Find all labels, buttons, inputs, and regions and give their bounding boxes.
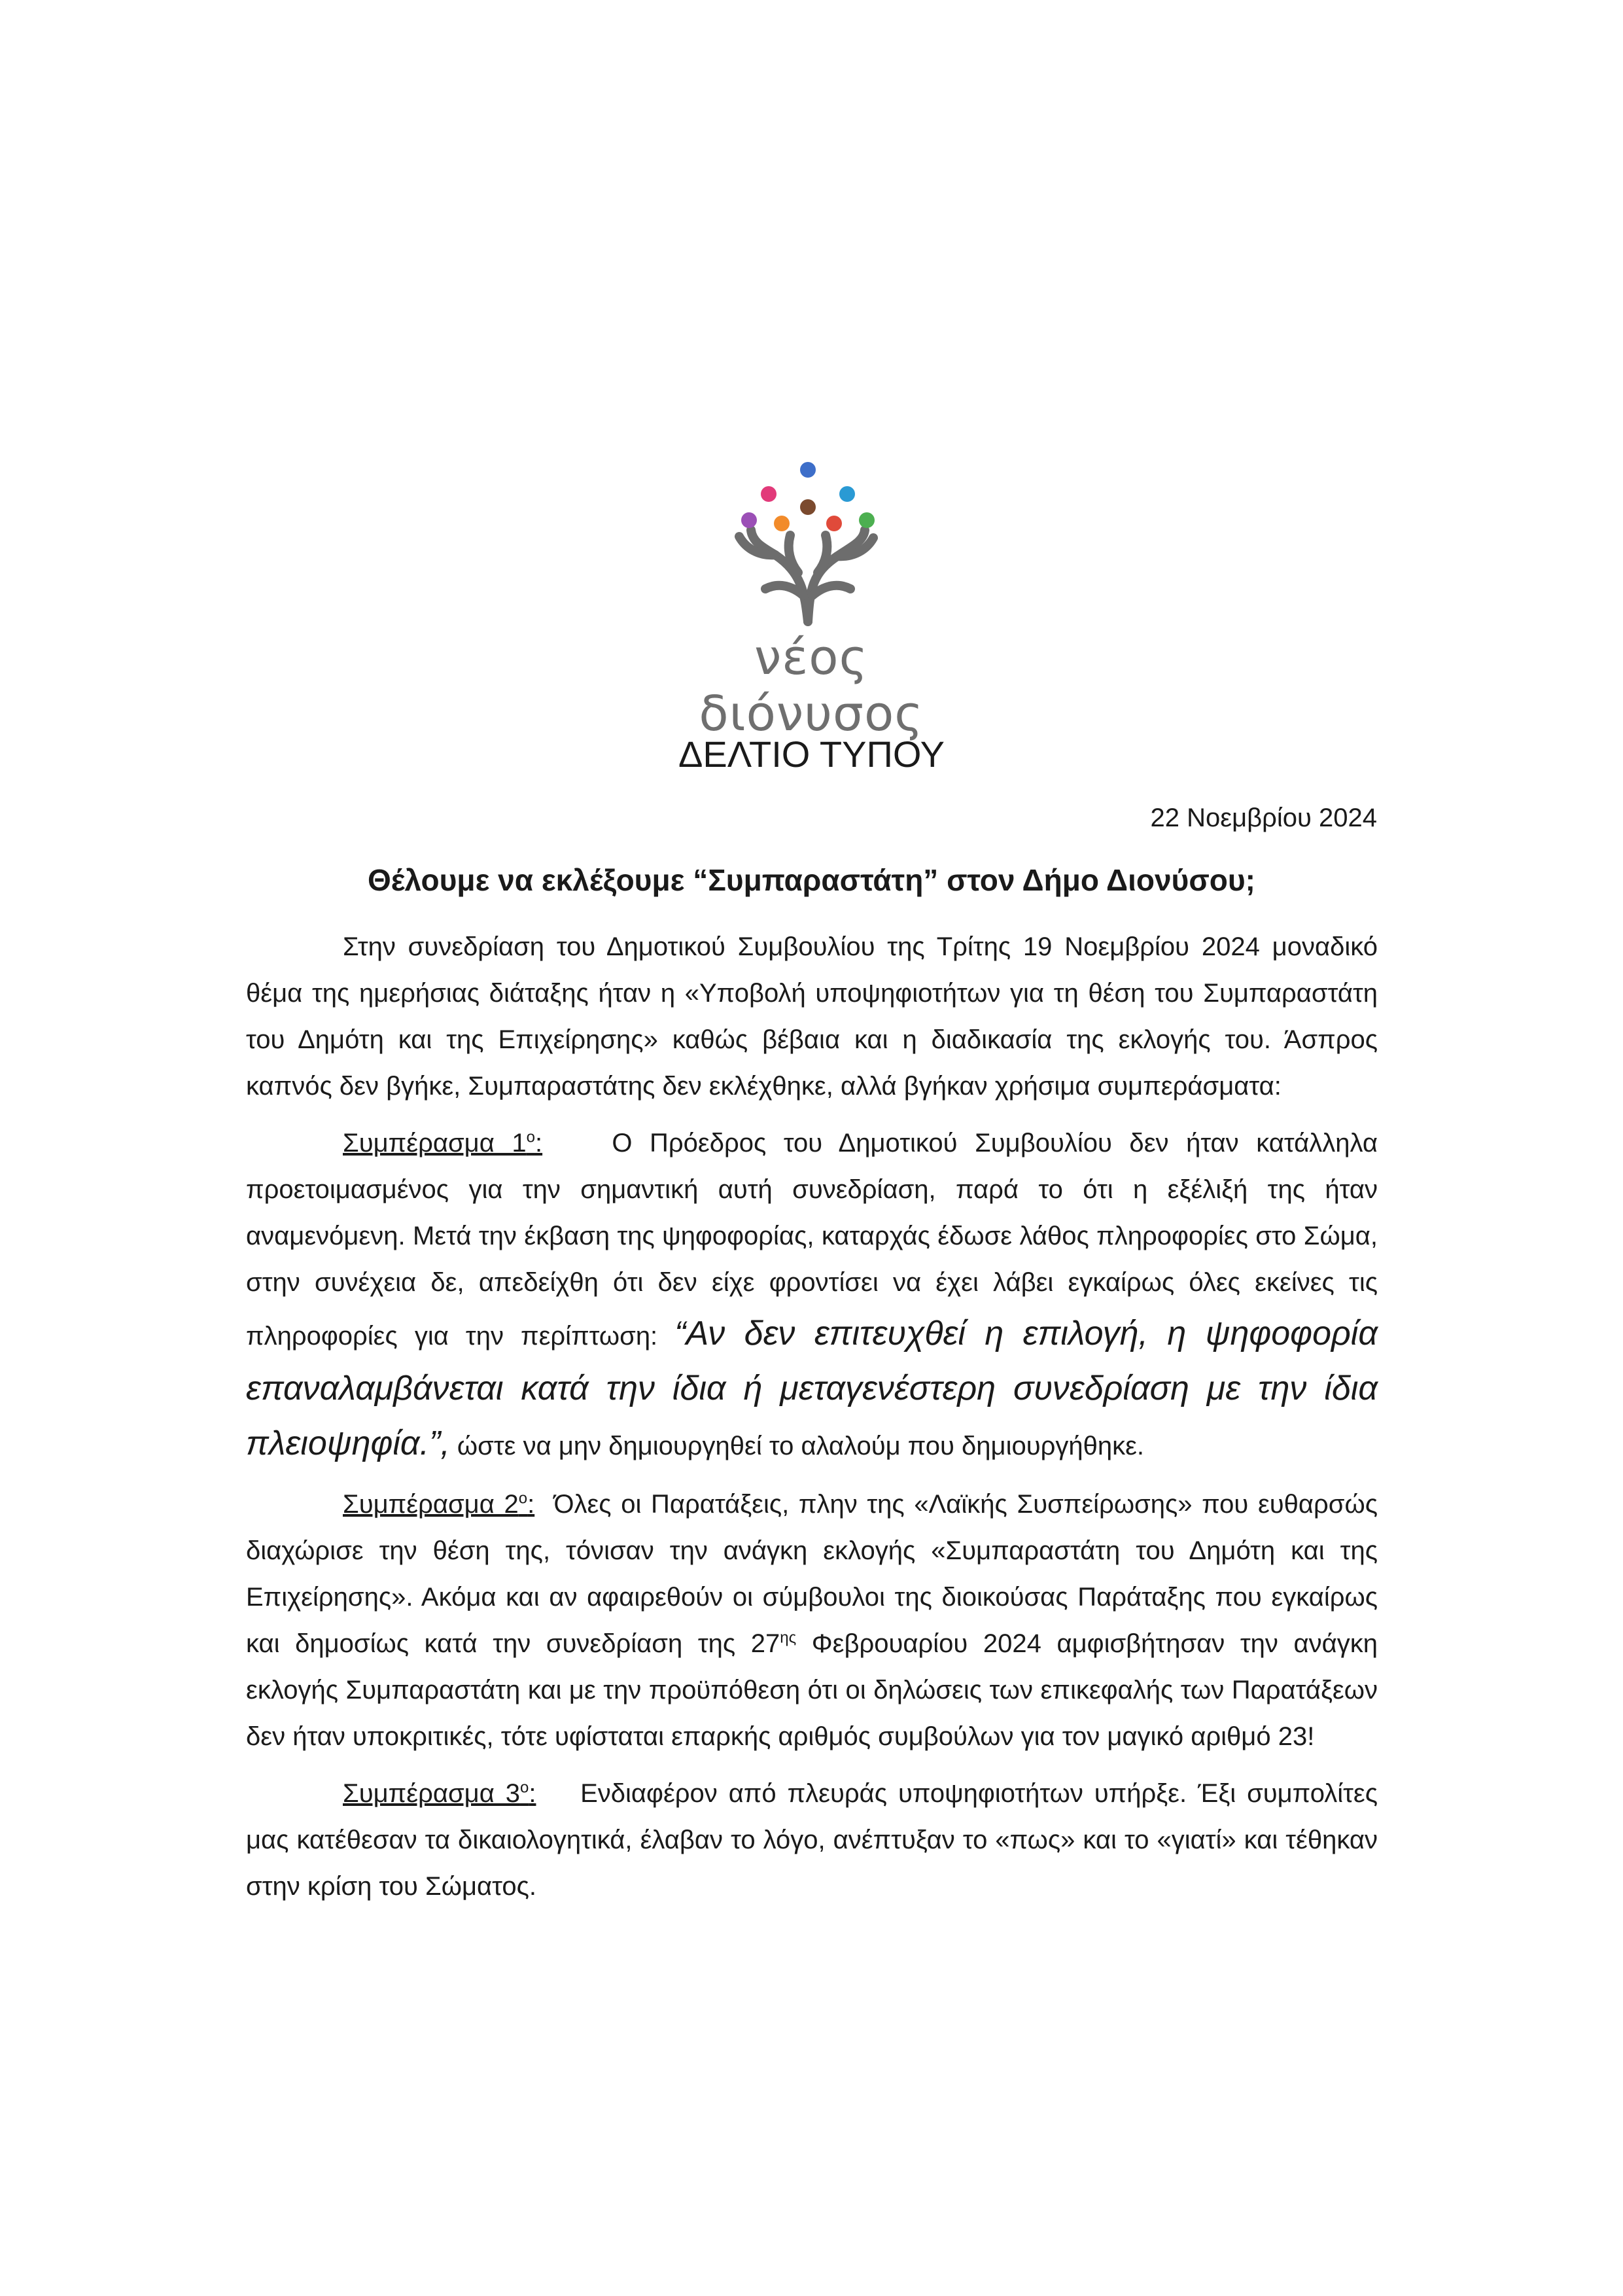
- conclusion-1-paragraph: [246, 1120, 1378, 1471]
- logo-dot: [774, 516, 790, 531]
- logo-dot: [859, 512, 875, 528]
- document-type: ΔΕΛΤΙΟ ΤΥΠΟΥ: [678, 733, 945, 775]
- conclusion-2-paragraph: [246, 1481, 1378, 1760]
- conclusion-1-quote: “Αν δεν επιτευχθεί η επιλογή, η ψηφοφορία επαναλαμβάνεται κατά την ίδια ή μεταγενέστερη συνεδρίαση με την ίδια πλειοψηφία.”,: [246, 1315, 1378, 1462]
- conclusion-3-label: Συμπέρασμα $3^o$:: [343, 1778, 536, 1808]
- conclusion-2-text: Όλες οι Παρατάξεις, πλην της «Λαϊκής Συσπείρωσης» που ευθαρσώς διαχώρισε την θέση της, τόνισαν την ανάγκη εκλογής «Συμπαραστάτη του Δημότη και της Επιχείρησης». Ακόμα και αν αφαιρεθούν οι σύμβουλοι της διοικούσας Παράταξης που εγκαίρως και δημοσίως κατά την συνεδρίαση της 27: [246, 1490, 1378, 1658]
- document-title: Θέλουμε να εκλέξουμε “Συμπαραστάτη” στον Δήμο Διονύσου;: [368, 863, 1255, 897]
- intro-text: Στην συνεδρίαση του Δημοτικού Συμβουλίου της Τρίτης 19 Νοεμβρίου 2024 μοναδικό θέμα της ημερήσιας διάταξης ήταν η «Υποβολή υποψηφιοτήτων για τη θέση του Συμπαραστάτη του Δημότη και της Επιχείρησης» καθώς βέβαια και η διαδικασία της εκλογής του. Άσπρος καπνός δεν βγήκε, Συμπαραστάτης δεν εκλέχθηκε, αλλά βγήκαν χρήσιμα συμπεράσματα:: [246, 932, 1378, 1101]
- conclusion-2-end: Φεβρουαρίου 2024 αμφισβήτησαν την ανάγκη εκλογής Συμπαραστάτη και με την προϋπόθεση ότι οι δηλώσεις των επικεφαλής των Παρατάξεων δεν ήταν υποκριτικές, τότε υφίσταται επαρκής αριθμός συμβούλων για τον μαγικό αριθμό 23!: [246, 1629, 1378, 1751]
- conclusion-3-text: Ενδιαφέρον από πλευράς υποψηφιοτήτων υπήρξε. Έξι συμπολίτες μας κατέθεσαν τα δικαιολογητικά, έλαβαν το λόγο, ανέπτυξαν το «πως» και το «γιατί» και τέθηκαν στην κρίση του Σώματος.: [246, 1779, 1378, 1901]
- conclusion-1-text: Ο Πρόεδρος του Δημοτικού Συμβουλίου δεν ήταν κατάλληλα προετοιμασμένος για την σημαντική αυτή συνεδρίαση, παρά το ότι η εξέλιξή της ήταν αναμενόμενη. Μετά την έκβαση της ψηφοφορίας, καταρχάς έδωσε λάθος πληροφορίες στο Σώμα, στην συνέχεια δε, απεδείχθη ότι δεν είχε φροντίσει να έχει λάβει εγκαίρως όλες εκείνες τις πληροφορίες για την περίπτωση:: [246, 1129, 1378, 1351]
- conclusion-3-paragraph: [246, 1771, 1378, 1910]
- conclusion-2-superscript: ης: [780, 1629, 797, 1647]
- logo-dot: [800, 499, 816, 515]
- logo-dot: [826, 516, 842, 531]
- conclusion-1-label: Συμπέρασμα $1^o$:: [343, 1128, 543, 1157]
- conclusion-1-end: ώστε να μην δημιουργηθεί το αλαλούμ που δημιουργήθηκε.: [449, 1432, 1145, 1460]
- document-body: [246, 924, 1378, 1920]
- logo-text: νέος διόνυσος: [699, 629, 924, 742]
- logo: [641, 458, 981, 742]
- tree-icon: [641, 458, 981, 628]
- conclusion-2-label: Συμπέρασμα $2^o$:: [343, 1489, 535, 1519]
- intro-paragraph: [246, 924, 1378, 1110]
- logo-dot: [761, 486, 777, 502]
- document-date: 22 Νοεμβρίου 2024: [1150, 804, 1377, 832]
- logo-dot: [839, 486, 855, 502]
- logo-dot: [800, 462, 816, 478]
- logo-dot: [741, 512, 757, 528]
